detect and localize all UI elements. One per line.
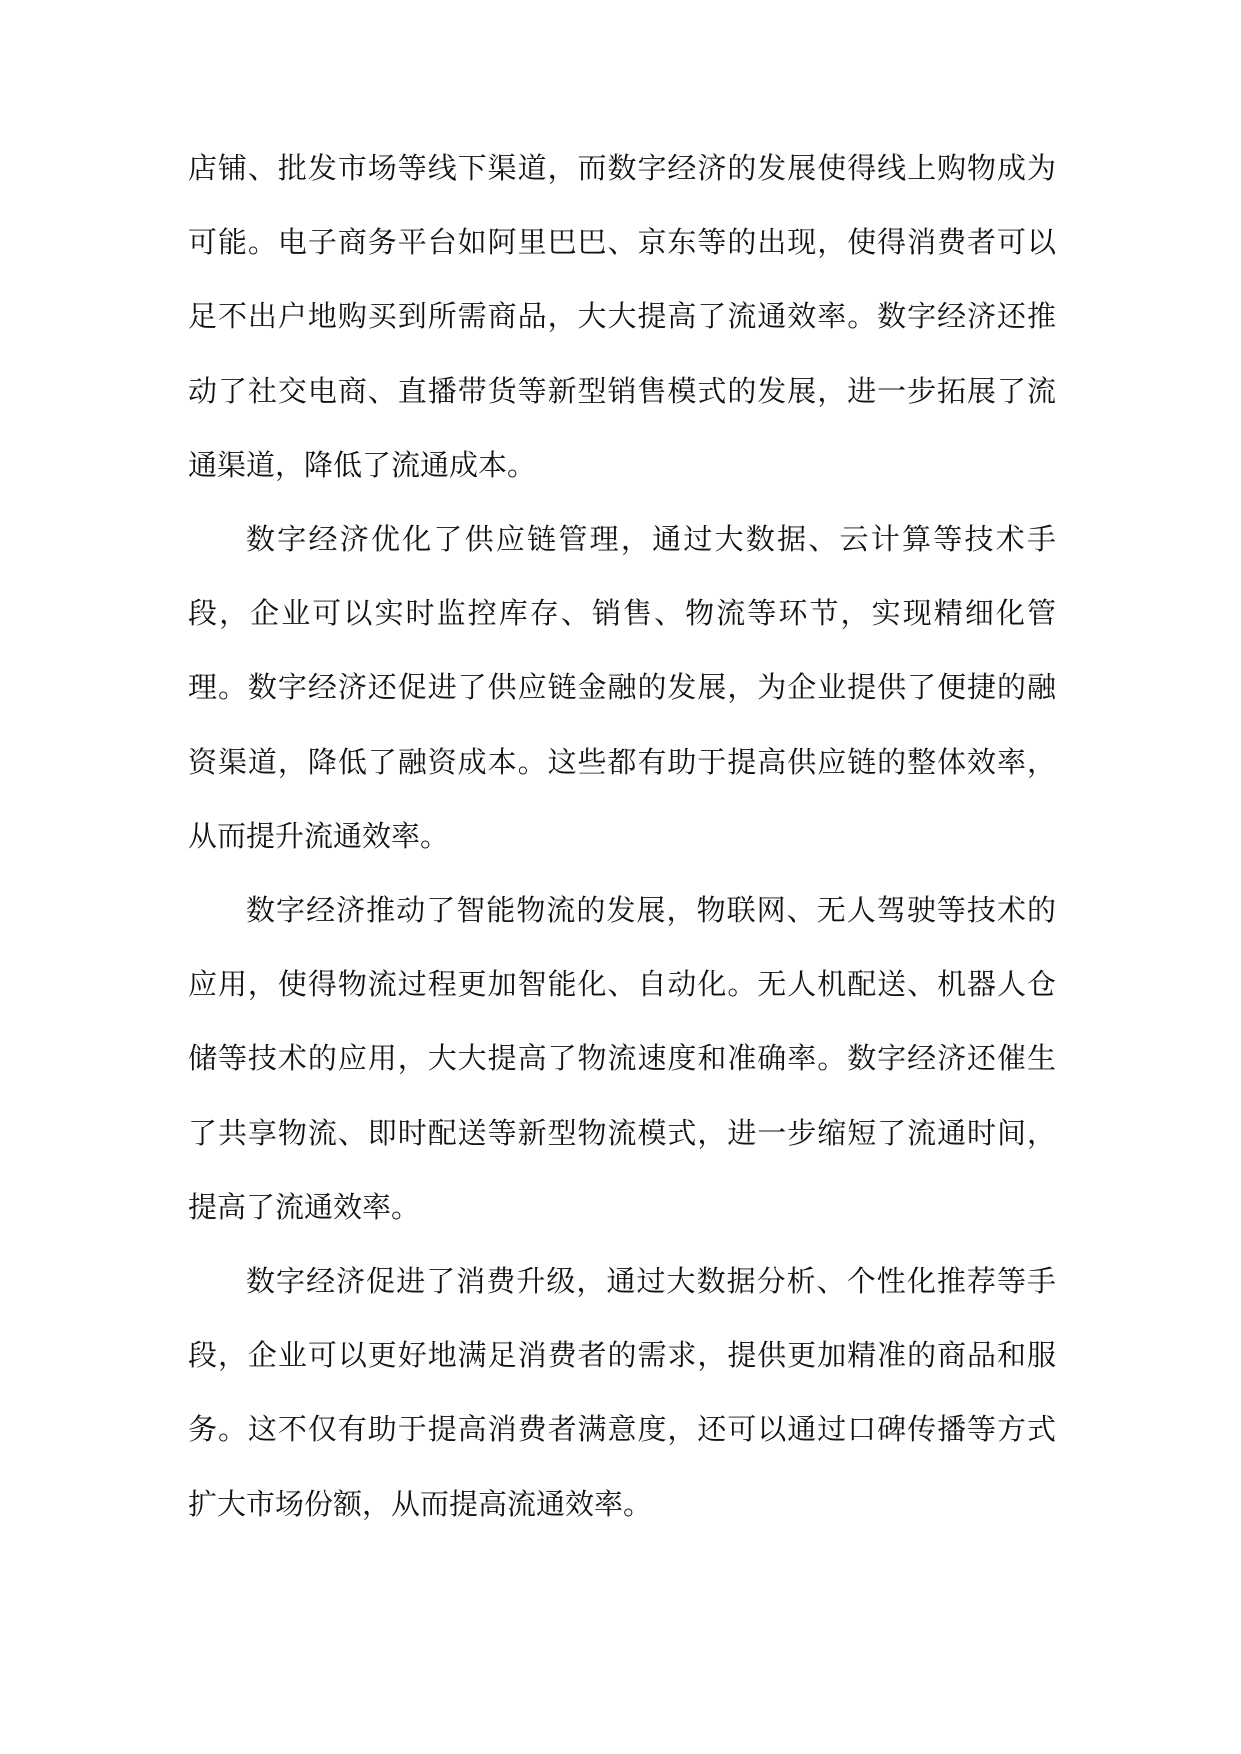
paragraph-3: 数字经济推动了智能物流的发展，物联网、无人驾驶等技术的应用，使得物流过程更加智能化、自动化。无人机配送、机器人仓储等技术的应用，大大提高了物流速度和准确率。数字经济还催生了共享物流、即时配送等新型物流模式，进一步缩短了流通时间，提高了流通效率。: [188, 893, 1056, 1224]
document-body: [188, 131, 1056, 1541]
paragraph-4: 数字经济促进了消费升级，通过大数据分析、个性化推荐等手段，企业可以更好地满足消费者的需求，提供更加精准的商品和服务。这不仅有助于提高消费者满意度，还可以通过口碑传播等方式扩大市场份额，从而提高流通效率。: [188, 1264, 1056, 1521]
paragraph-1: 店铺、批发市场等线下渠道，而数字经济的发展使得线上购物成为可能。电子商务平台如阿里巴巴、京东等的出现，使得消费者可以足不出户地购买到所需商品，大大提高了流通效率。数字经济还推动了社交电商、直播带货等新型销售模式的发展，进一步拓展了流通渠道，降低了流通成本。: [188, 151, 1056, 482]
paragraph-2: 数字经济优化了供应链管理，通过大数据、云计算等技术手段，企业可以实时监控库存、销售、物流等环节，实现精细化管理。数字经济还促进了供应链金融的发展，为企业提供了便捷的融资渠道，降低了融资成本。这些都有助于提高供应链的整体效率，从而提升流通效率。: [188, 522, 1056, 853]
